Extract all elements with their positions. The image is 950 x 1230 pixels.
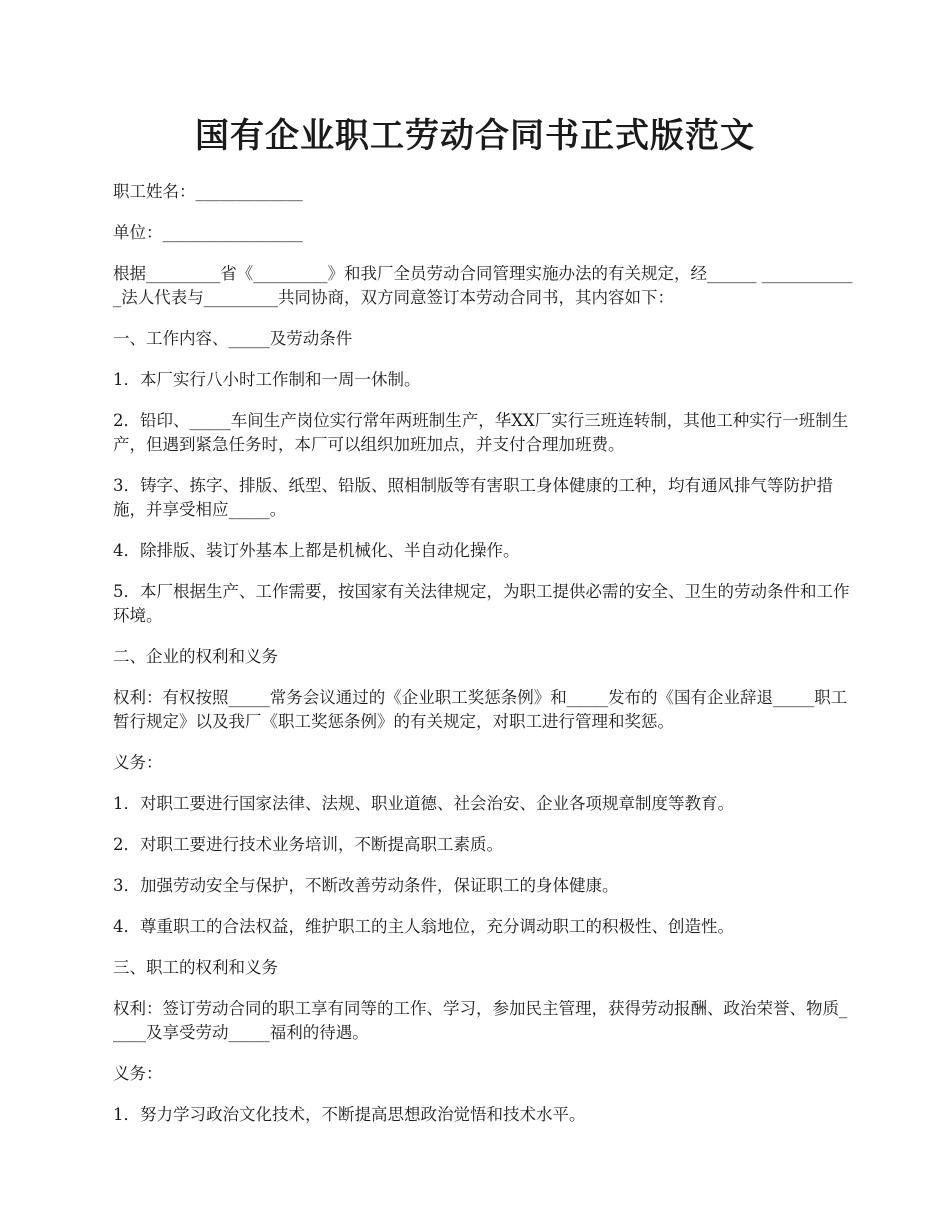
employee-obligation-1: 1．努力学习政治文化技术，不断提高思想政治觉悟和技术水平。	[113, 1105, 586, 1124]
employer-unit-line: 单位：_________________	[113, 223, 303, 242]
document-body	[113, 180, 853, 1144]
enterprise-obligations-label: 义务：	[113, 753, 163, 772]
employee-name-line: 职工姓名：_____________	[113, 182, 303, 201]
employee-obligations-label: 义务：	[113, 1064, 163, 1083]
section-heading-work-content: 一、工作内容、_____及劳动条件	[113, 329, 353, 348]
enterprise-obligation-3: 3．加强劳动安全与保护，不断改善劳动条件，保证职工的身体健康。	[113, 876, 619, 895]
enterprise-obligation-2: 2．对职工要进行技术业务培训，不断提高职工素质。	[113, 835, 503, 854]
section-heading-employee: 三、职工的权利和义务	[113, 958, 278, 977]
work-clause-1: 1．本厂实行八小时工作制和一周一休制。	[113, 370, 421, 389]
document-title: 国有企业职工劳动合同书正式版范文	[195, 116, 755, 156]
work-clause-3: 3．铸字、拣字、排版、纸型、铅版、照相制版等有害职工身体健康的工种，均有通风排气等防护措施，并享受相应_____。	[113, 476, 833, 519]
work-clause-4: 4．除排版、装订外基本上都是机械化、半自动化操作。	[113, 541, 520, 560]
enterprise-obligation-1: 1．对职工要进行国家法律、法规、职业道德、社会治安、企业各项规章制度等教育。	[113, 794, 734, 813]
contract-preamble: 根据_________省《_________》和我厂全员劳动合同管理实施办法的有关规定，经______ ____________法人代表与_________共同协商，双方同意签订本劳动合同书，其内容如下：	[113, 264, 853, 307]
work-clause-5: 5．本厂根据生产、工作需要，按国家有关法律规定，为职工提供必需的安全、卫生的劳动条件和工作环境。	[113, 582, 850, 625]
section-heading-enterprise: 二、企业的权利和义务	[113, 647, 278, 666]
employee-rights: 权利：签订劳动合同的职工享有同等的工作、学习，参加民主管理，获得劳动报酬、政治荣誉、物质_____及享受劳动_____福利的待遇。	[113, 999, 848, 1042]
work-clause-2: 2．铅印、_____车间生产岗位实行常年两班制生产，华XX厂实行三班连转制，其他工种实行一班制生产，但遇到紧急任务时，本厂可以组织加班加点，并支付合理加班费。	[113, 411, 849, 454]
enterprise-rights: 权利：有权按照_____常务会议通过的《企业职工奖惩条例》和_____发布的《国有企业辞退_____职工暂行规定》以及我厂《职工奖惩条例》的有关规定，对职工进行管理和奖惩。	[113, 688, 848, 731]
enterprise-obligation-4: 4．尊重职工的合法权益，维护职工的主人翁地位，充分调动职工的积极性、创造性。	[113, 917, 734, 936]
